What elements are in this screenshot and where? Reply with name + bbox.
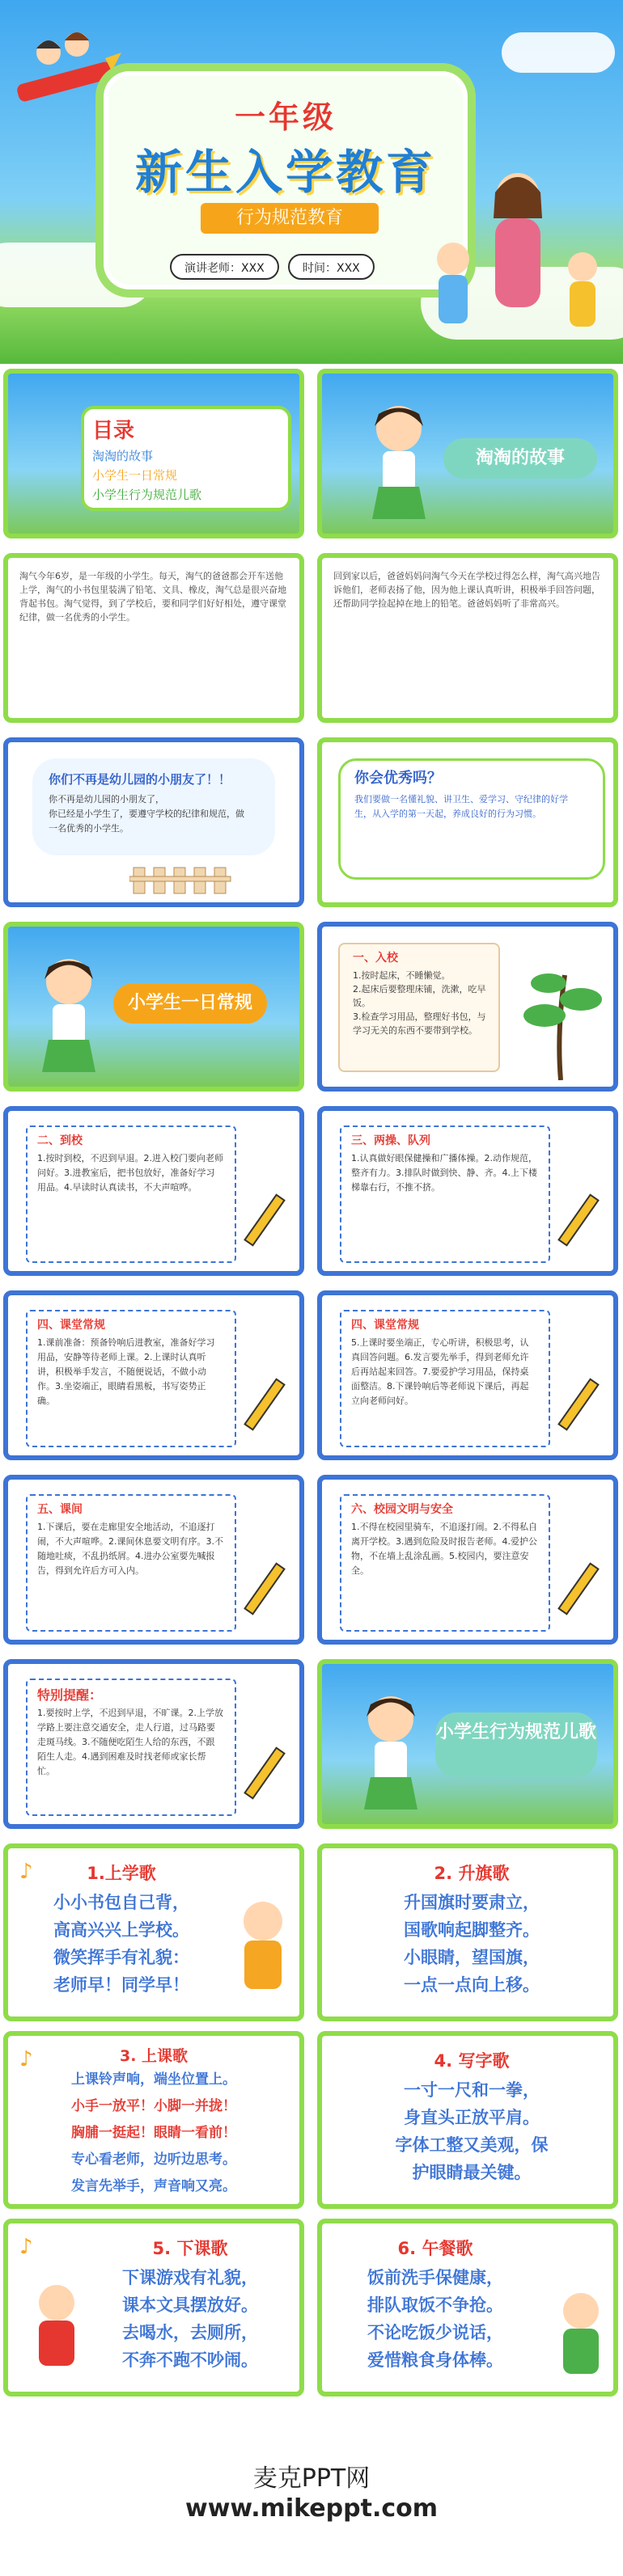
card-text: 5.上课时要坐端正，专心听讲，积极思考，认真回答问题。6.发言要先举手，得到老师允许后再站起来回答。7.要爱护学习用品，保持桌面整洁。8.下课铃响后等老师说下课后，再起立向老师问好。 bbox=[351, 1337, 529, 1406]
song-line: 胸脯一挺起！眼睛一看前！ bbox=[71, 2125, 236, 2141]
routine-item: 1.按时起床，不睡懒觉。 bbox=[353, 970, 451, 981]
reminder-slide bbox=[3, 1659, 304, 1829]
song-line: 发言先举手，声音响又亮。 bbox=[71, 2178, 236, 2194]
section3-slide bbox=[317, 1659, 618, 1829]
story-slide-right bbox=[317, 553, 618, 723]
routine-slide bbox=[317, 922, 618, 1092]
card-text: 1.下课后，要在走廊里安全地活动，不追逐打闹，不大声喧哗。2.课间休息要文明有序。3.不随地吐痰，不乱扔纸屑。4.进办公室要先喊报告，得到允许后方可入内。 bbox=[37, 1522, 223, 1576]
question-slide bbox=[317, 737, 618, 907]
section1-slide bbox=[317, 369, 618, 538]
pencil-icon bbox=[244, 1562, 286, 1615]
question-text: 我们要做一名懂礼貌、讲卫生、爱学习、守纪律的好学生，从入学的第一天起，养成良好的行为习惯。 bbox=[354, 794, 568, 819]
toc-item[interactable]: 淘淘的故事 bbox=[92, 449, 154, 463]
song-line: 一寸一尺和一拳， bbox=[404, 2080, 540, 2100]
song-slide bbox=[317, 2219, 618, 2397]
pencil-icon bbox=[557, 1378, 600, 1430]
dialog-line: 你不再是幼儿园的小朋友了， bbox=[49, 794, 164, 804]
song-lines bbox=[16, 2067, 291, 2200]
child-illustration bbox=[24, 2280, 89, 2377]
routine-item: 3.检查学习用品，整理好书包，与学习无关的东西不要带到学校。 bbox=[353, 1011, 486, 1036]
pencil-icon bbox=[557, 1193, 600, 1246]
main-title: 新生入学教育 bbox=[134, 145, 436, 200]
child-illustration bbox=[549, 2288, 613, 2385]
card-text: 1.不得在校园里骑车，不追逐打闹。2.不得私自离开学校。3.遇到危险及时报告老师。4.爱护公物，不在墙上乱涂乱画。5.校园内，要注意安全。 bbox=[351, 1522, 537, 1576]
girl-illustration bbox=[354, 1688, 427, 1826]
song-line: 排队取饭不争抢。 bbox=[367, 2295, 503, 2315]
song-line: 升国旗时要肃立， bbox=[404, 1893, 540, 1912]
dialog-title: 你们不再是幼儿园的小朋友了！！ bbox=[49, 772, 231, 787]
card-title: 四、课堂常规 bbox=[37, 1319, 105, 1332]
section3-title: 小学生行为规范儿歌 bbox=[435, 1712, 597, 1777]
card-text: 1.课前准备：预备铃响后进教室，准备好学习用品，安静等待老师上课。2.上课时认真听讲，积极举手发言，不随便说话，不做小动作。3.坐姿端正，眼睛看黑板，书写姿势正确。 bbox=[37, 1337, 215, 1406]
section1-title: 淘淘的故事 bbox=[443, 438, 597, 479]
pencil-icon bbox=[557, 1562, 600, 1615]
card-text: 1.按时到校，不迟到早退。2.进入校门要向老师问好。3.进教室后，把书包放好，准备好学习用品。4.早读时认真读书，不大声喧哗。 bbox=[37, 1153, 223, 1193]
song-title: 5. 下课歌 bbox=[152, 2239, 228, 2258]
dialog-slide bbox=[3, 737, 304, 907]
pencil-icon bbox=[244, 1378, 286, 1430]
song-line: 上课铃声响，端坐位置上。 bbox=[71, 2071, 236, 2088]
song-slide bbox=[317, 2031, 618, 2209]
music-note-icon: ♪ bbox=[19, 2235, 33, 2259]
song-line: 饭前洗手保健康， bbox=[367, 2268, 503, 2287]
song-line: 老师早！同学早！ bbox=[53, 1975, 189, 1995]
card-slide bbox=[3, 1290, 304, 1460]
story-slide-left bbox=[3, 553, 304, 723]
song-slide bbox=[317, 1843, 618, 2021]
card-title: 四、课堂常规 bbox=[351, 1319, 419, 1332]
toc-item[interactable]: 小学生一日常规 bbox=[92, 468, 178, 483]
routine-heading: 一、入校 bbox=[353, 952, 398, 965]
music-note-icon: ♪ bbox=[19, 1860, 33, 1884]
time-pill: 时间：XXX bbox=[288, 254, 375, 280]
song-title: 6. 午餐歌 bbox=[397, 2239, 473, 2258]
brand-url[interactable]: www.mikeppt.com bbox=[185, 2494, 438, 2523]
song-line: 微笑挥手有礼貌： bbox=[53, 1948, 189, 1967]
song-line: 护眼睛最关键。 bbox=[412, 2163, 532, 2182]
reminder-text: 1.要按时上学，不迟到早退，不旷课。2.上学放学路上要注意交通安全，走人行道，过马路要走斑马线。3.不随便吃陌生人给的东西，不跟陌生人走。4.遇到困难及时找老师或家长帮忙。 bbox=[37, 1708, 223, 1776]
card-title: 六、校园文明与安全 bbox=[351, 1503, 453, 1516]
song-line: 下课游戏有礼貌， bbox=[122, 2268, 258, 2287]
dialog-lines bbox=[49, 792, 251, 836]
song-line: 身直头正放平肩。 bbox=[404, 2108, 540, 2127]
music-note-icon: ♪ bbox=[19, 2047, 33, 2071]
song-lines bbox=[338, 2076, 605, 2186]
song-slide bbox=[3, 1843, 304, 2021]
card-slide bbox=[3, 1106, 304, 1276]
grade-title: 一年级 bbox=[234, 99, 337, 135]
card-text: 1.认真做好眼保健操和广播体操。2.动作规范，整齐有力。3.排队时做到快、静、齐。4.上下楼梯靠右行，不推不挤。 bbox=[351, 1153, 537, 1193]
card-title: 五、课间 bbox=[37, 1503, 83, 1516]
cover-slide bbox=[0, 0, 623, 364]
card-slide bbox=[3, 1475, 304, 1645]
toc-slide bbox=[3, 369, 304, 538]
brand-text: 麦克PPT网 bbox=[252, 2464, 371, 2493]
card-slide bbox=[317, 1106, 618, 1276]
song-line: 小手一放平！小脚一并拢！ bbox=[71, 2098, 236, 2114]
child-illustration bbox=[227, 1897, 299, 2002]
pencil-icon bbox=[244, 1746, 286, 1799]
song-line: 一点一点向上移。 bbox=[404, 1975, 540, 1995]
routine-list bbox=[353, 969, 490, 1037]
girl-illustration bbox=[362, 398, 435, 535]
song-lines bbox=[24, 1889, 218, 1999]
toc-item[interactable]: 小学生行为规范儿歌 bbox=[92, 488, 202, 502]
fence-illustration bbox=[129, 864, 235, 896]
song-line: 小小书包自己背， bbox=[53, 1893, 189, 1912]
song-line: 课本文具摆放好。 bbox=[122, 2295, 258, 2315]
song-lines bbox=[89, 2264, 291, 2374]
card-title: 三、两操、队列 bbox=[351, 1134, 430, 1147]
toc-heading: 目录 bbox=[92, 419, 135, 443]
routine-item: 2.起床后要整理床铺，洗漱，吃早饭。 bbox=[353, 984, 486, 1008]
toc-list bbox=[92, 446, 201, 505]
story-text: 回到家以后，爸爸妈妈问淘气今天在学校过得怎么样，淘气高兴地告诉他们，老师表扬了他，因为他上课认真听讲，积极举手回答问题，还帮助同学捡起掉在地上的铅笔。爸爸妈妈听了非常高兴。 bbox=[333, 571, 600, 609]
section2-title: 小学生一日常规 bbox=[113, 983, 267, 1024]
card-slide bbox=[317, 1475, 618, 1645]
cover-frame bbox=[95, 63, 476, 298]
song-slide bbox=[3, 2031, 304, 2209]
card-slide bbox=[317, 1290, 618, 1460]
song-lines bbox=[330, 2264, 540, 2374]
dialog-line: 你已经是小学生了，要遵守学校的纪律和规范，做一名优秀的小学生。 bbox=[49, 809, 244, 834]
teacher-and-kids-illustration bbox=[421, 162, 615, 356]
teacher-pill: 演讲老师：XXX bbox=[170, 254, 279, 280]
song-line: 不论吃饭少说话， bbox=[367, 2323, 503, 2342]
story-text: 淘气今年6岁，是一年级的小学生。每天，淘气的爸爸都会开车送他上学，淘气的小书包里装满了铅笔、文具、橡皮，淘气总是很兴奋地背起书包。淘气觉得，到了学校后，要和同学们好好相处，遵守课堂纪律，做一名优秀的小学生。 bbox=[19, 571, 286, 623]
song-line: 爱惜粮食身体棒。 bbox=[367, 2350, 503, 2370]
reminder-title: 特别提醒： bbox=[37, 1687, 103, 1703]
subtitle-banner: 行为规范教育 bbox=[201, 203, 379, 234]
song-lines bbox=[338, 1889, 605, 1999]
song-line: 小眼睛，望国旗， bbox=[404, 1948, 540, 1967]
song-line: 专心看老师，边听边思考。 bbox=[71, 2152, 236, 2168]
song-title: 2. 升旗歌 bbox=[434, 1864, 510, 1883]
song-slide bbox=[3, 2219, 304, 2397]
question-title: 你会优秀吗？ bbox=[354, 770, 442, 787]
section2-slide bbox=[3, 922, 304, 1092]
song-line: 高高兴兴上学校。 bbox=[53, 1920, 189, 1940]
song-line: 字体工整又美观，保 bbox=[395, 2135, 549, 2155]
girl-illustration bbox=[32, 951, 105, 1088]
plant-illustration bbox=[516, 959, 605, 1080]
song-title: 3. 上课歌 bbox=[119, 2047, 189, 2065]
pencil-icon bbox=[244, 1193, 286, 1246]
card-title: 二、到校 bbox=[37, 1134, 83, 1147]
song-line: 去喝水，去厕所， bbox=[122, 2323, 258, 2342]
song-title: 1.上学歌 bbox=[87, 1864, 156, 1883]
cloud bbox=[502, 32, 615, 73]
song-title: 4. 写字歌 bbox=[434, 2051, 510, 2071]
song-line: 国歌响起脚整齐。 bbox=[404, 1920, 540, 1940]
song-line: 不奔不跑不吵闹。 bbox=[122, 2350, 258, 2370]
